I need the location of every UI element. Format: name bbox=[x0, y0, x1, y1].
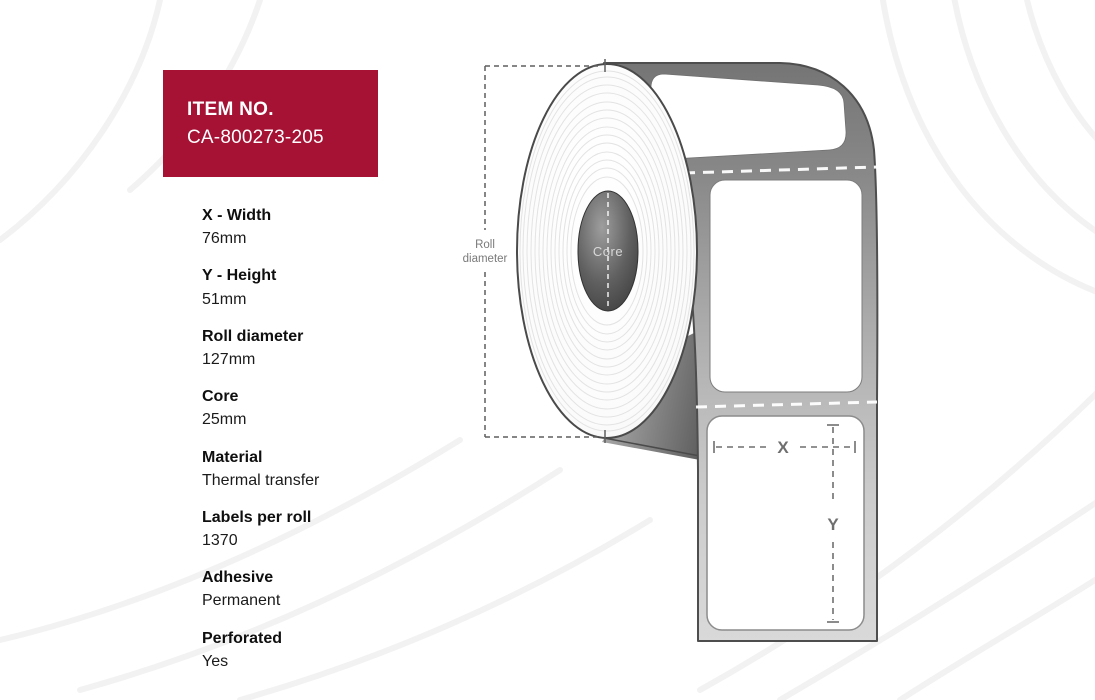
spec-row bbox=[202, 629, 432, 671]
spec-label: Roll diameter bbox=[202, 327, 304, 345]
spec-value: Thermal transfer bbox=[202, 471, 320, 489]
spec-value: Yes bbox=[202, 652, 229, 670]
spec-row bbox=[202, 448, 432, 490]
item-box bbox=[163, 70, 378, 177]
height-marker-label: Y bbox=[827, 515, 839, 534]
spec-value: 1370 bbox=[202, 532, 238, 550]
spec-value: 127mm bbox=[202, 350, 256, 368]
spec-label: Y - Height bbox=[202, 267, 277, 285]
spec-row bbox=[202, 206, 432, 248]
spec-label: Core bbox=[202, 388, 239, 406]
spec-value: Permanent bbox=[202, 592, 281, 610]
item-box-code: CA-800273-205 bbox=[187, 126, 324, 148]
spec-label: Perforated bbox=[202, 629, 283, 647]
spec-row bbox=[202, 327, 432, 369]
core-label: Core bbox=[592, 244, 624, 259]
spec-row bbox=[202, 568, 432, 610]
item-box-title: ITEM NO. bbox=[187, 98, 274, 120]
spec-value: 76mm bbox=[202, 230, 247, 248]
spec-list bbox=[202, 206, 432, 689]
spec-row bbox=[202, 508, 432, 550]
spec-label: Adhesive bbox=[202, 569, 274, 587]
spec-value: 25mm bbox=[202, 411, 247, 429]
spec-label: X - Width bbox=[202, 207, 272, 224]
roll-disc bbox=[517, 64, 697, 438]
label-blank-middle bbox=[710, 180, 862, 392]
spec-row bbox=[202, 387, 432, 429]
roll-diameter-label-line2: diameter bbox=[462, 253, 508, 265]
spec-value: 51mm bbox=[202, 290, 247, 308]
spec-label: Labels per roll bbox=[202, 508, 312, 526]
spec-label: Material bbox=[202, 448, 263, 466]
roll-diameter-label-line1: Roll bbox=[475, 239, 495, 251]
width-marker-label: X bbox=[777, 438, 789, 457]
spec-row bbox=[202, 266, 432, 308]
